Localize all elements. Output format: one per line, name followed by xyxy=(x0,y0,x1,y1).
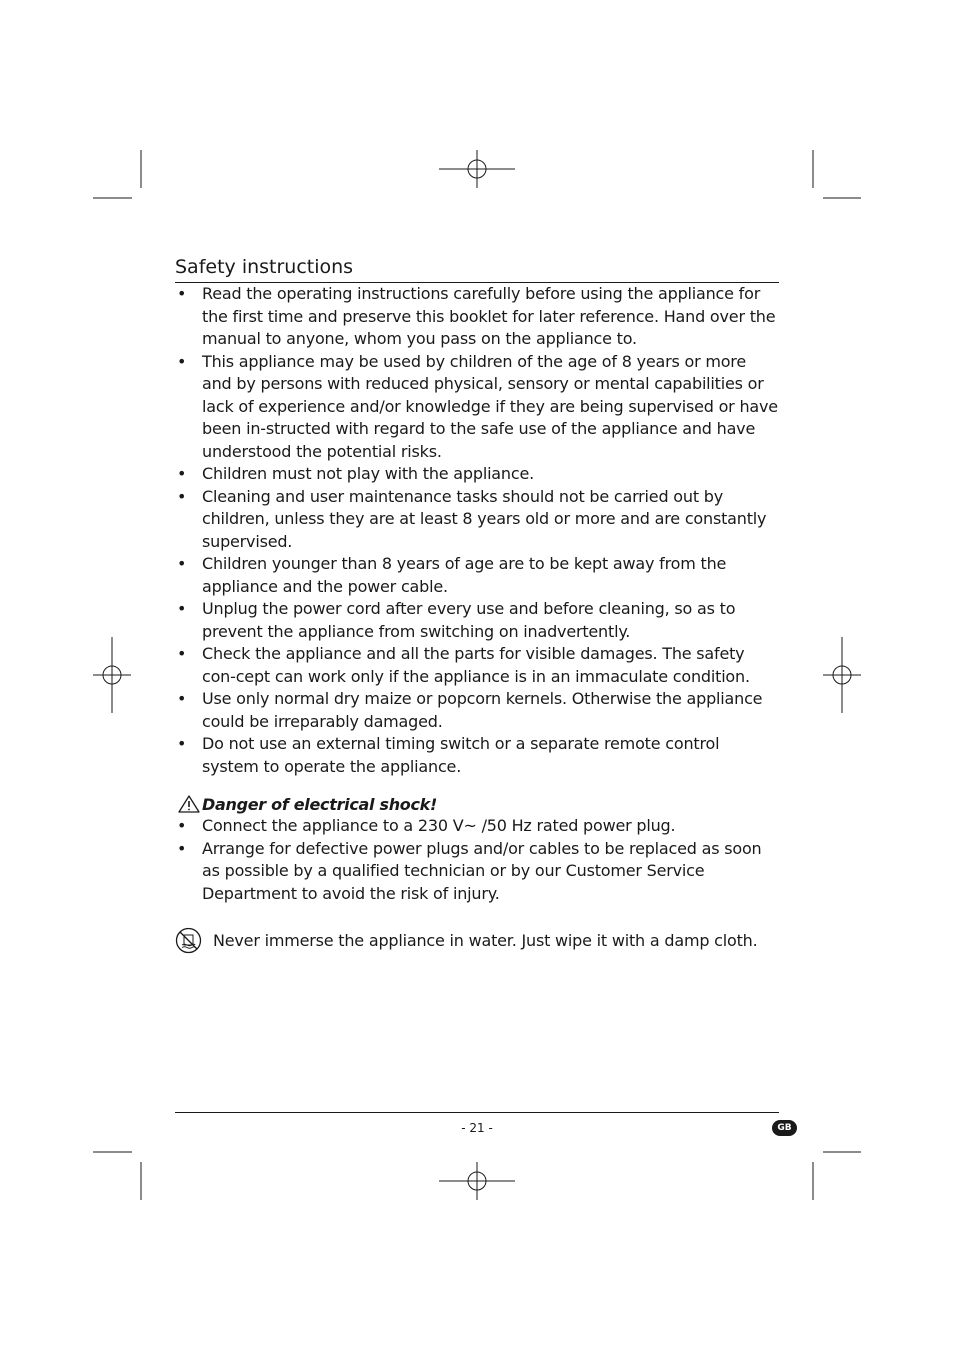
list-item: • Check the appliance and all the parts for visible damages. The safety con-cept can work only if the appliance is in an immaculate condition. xyxy=(175,643,779,688)
warning-triangle-icon xyxy=(178,795,200,813)
list-item: • Use only normal dry maize or popcorn kernels. Otherwise the appliance could be irreparably damaged. xyxy=(175,688,779,733)
safety-instructions-section xyxy=(175,254,779,954)
list-item: • Read the operating instructions carefully before using the appliance for the first time and preserve this booklet for later reference. Hand over the manual to anyone, whom you pass on the appliance to. xyxy=(175,283,779,351)
section-heading: Safety instructions xyxy=(175,254,779,283)
page-number: - 21 - xyxy=(461,1121,493,1135)
list-item: • Children younger than 8 years of age are to be kept away from the appliance and the power cable. xyxy=(175,553,779,598)
footer-divider xyxy=(175,1112,779,1113)
danger-heading xyxy=(175,793,779,815)
danger-label: Danger of electrical shock! xyxy=(202,794,438,814)
water-note xyxy=(175,927,779,954)
list-item: • Do not use an external timing switch or a separate remote control system to operate the appliance. xyxy=(175,733,779,778)
list-item: • Connect the appliance to a 230 V~ /50 Hz rated power plug. xyxy=(175,815,779,838)
language-badge: GB xyxy=(772,1120,797,1136)
list-item: • Cleaning and user maintenance tasks should not be carried out by children, unless they are at least 8 years old or more and are constantly supervised. xyxy=(175,486,779,554)
no-water-immersion-icon xyxy=(175,927,202,954)
safety-list xyxy=(175,283,779,778)
list-item: • Arrange for defective power plugs and/or cables to be replaced as soon as possible by a qualified technician or by our Customer Service Department to avoid the risk of injury. xyxy=(175,838,779,906)
list-item: • Children must not play with the appliance. xyxy=(175,463,779,486)
note-text: Never immerse the appliance in water. Just wipe it with a damp cloth. xyxy=(213,930,758,950)
danger-list xyxy=(175,815,779,905)
list-item: • This appliance may be used by children of the age of 8 years or more and by persons with reduced physical, sensory or mental capabilities or lack of experience and/or knowledge if they are being supervised or have been in-structed with regard to the safe use of the appliance and have understood the potential risks. xyxy=(175,351,779,464)
list-item: • Unplug the power cord after every use and before cleaning, so as to prevent the appliance from switching on inadvertently. xyxy=(175,598,779,643)
